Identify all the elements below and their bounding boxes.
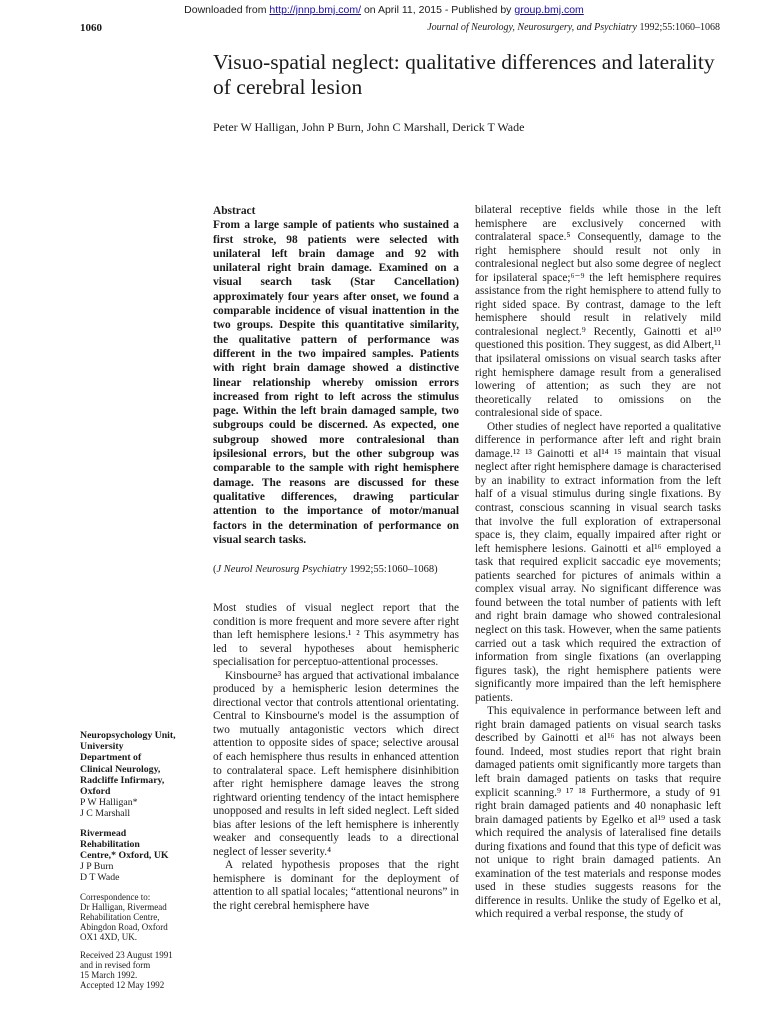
affiliation-line: Rivermead — [80, 827, 127, 839]
article-title: Visuo-spatial neglect: qualitative differences and laterality of cerebral lesion — [213, 50, 715, 99]
body-paragraph: Other studies of neglect have reported a qualitative difference in performance after left and right brain damage.¹² ¹³ Gainotti et al¹⁴ ¹⁵ maintain that visual neglect after right hemisphere damage is characterised by an inability to extract information from the left half of a visual stimulus during single fixations. By contrast, conscious scanning in visual search tasks that involve the full exploration of extrapersonal space is, they claim, equally impaired after right or left hemisphere lesions. Gainotti et al¹⁶ employed a task that required explicit saccadic eye movements; patients searched for pictures of animals within a complex visual array. No significant difference was found between the total number of patients with left and right brain damage who showed contralesional neglect on this task. However, when the same patients carried out a task which required the extraction of information from single fixations (an overlapping figures task), the right hemisphere patients were significantly more impaired than the left hemisphere patients. — [475, 420, 721, 704]
body-paragraph: A related hypothesis proposes that the right hemisphere is dominant for the deployment of attention to all spatial locales; “attentional neurons” in the right cerebral hemisphere have — [213, 859, 459, 913]
running-head-journal: Journal of Neurology, Neurosurgery, and Psychiatry — [427, 22, 637, 33]
date-line: Accepted 12 May 1992 — [80, 979, 165, 990]
correspondence-line: Abingdon Road, Oxford — [80, 921, 168, 932]
citation-open: ( — [213, 564, 217, 575]
abstract-heading: Abstract — [213, 205, 256, 217]
author-name: J P Burn — [80, 861, 114, 873]
author-name: P W Halligan* — [80, 797, 138, 809]
body-paragraph: This equivalence in performance between left and right brain damaged patients on visual search tasks described by Gainotti et al¹⁶ has not always been found. Indeed, most studies report that right brain damaged patients omit significantly more targets than left brain damaged patients on tasks that require explicit scanning.⁹ ¹⁷ ¹⁸ Furthermore, a study of 91 right brain damaged patients and 40 nonaphasic left brain damaged patients by Egelko et al¹⁹ used a task which required the analysis of lateralised fine details during fixations and found that this type of deficit was not unique to right brain damaged patients. An examination of the test materials and response modes used in these studies suggests reasons for the difference in results. Unlike the study of Egelko et al, which required a verbal response, the study of — [475, 705, 721, 921]
affiliation-line: University — [80, 741, 124, 753]
running-head — [427, 22, 720, 33]
download-middle: on April 11, 2015 - Published by — [363, 4, 512, 16]
download-prefix: Downloaded from — [184, 4, 267, 16]
journal-url-link[interactable]: http://jnnp.bmj.com/ — [269, 4, 362, 16]
affiliation-line: Oxford — [80, 786, 111, 798]
page-number: 1060 — [80, 22, 102, 34]
body-paragraph: Most studies of visual neglect report that the condition is more frequent and more severe after right than left hemisphere lesions.¹ ² This asymmetry has led to several hypotheses about hemispheric specialisation for perceptuo-attentional processes. — [213, 602, 459, 669]
abstract-text: From a large sample of patients who sustained a first stroke, 98 patients were selected with unilateral left brain damage and 92 with unilateral right brain damage. Examined on a visual search task (Star Cancellation) approximately four years after onset, we found a comparable incidence of visual inattention in the two groups. Despite this quantitative similarity, the qualitative pattern of performance was different in the two impaired samples. Patients with right brain damage showed a distinctive linear relationship whereby omission errors increased from right to left across the stimulus page. Within the left brain damaged sample, two subgroups could be discerned. As expected, one subgroup showed more contralesional than ipsilesional errors, but the other subgroup was comparable to the sample with right hemisphere damage. The reasons are discussed for these qualitative differences, drawing particular attention to the importance of motor/manual factors in the determination of performance on visual search tasks. — [213, 219, 459, 546]
correspondence-line: Correspondence to: — [80, 891, 151, 902]
correspondence-line: OX1 4XD, UK. — [80, 931, 137, 942]
correspondence-address — [80, 892, 198, 942]
date-line: Received 23 August 1991 — [80, 949, 173, 960]
affiliation-line: Radcliffe Infirmary, — [80, 774, 165, 786]
affiliation-line: Clinical Neurology, — [80, 763, 161, 775]
publisher-link[interactable]: group.bmj.com — [514, 4, 584, 16]
body-paragraph: Kinsbourne³ has argued that activational imbalance produced by a hemispheric lesion determines the directional vector that controls attentional orientating. Central to Kinsbourne's model is the assumption of two mutually antagonistic vectors which direct attention to opposite sides of space; selective arousal of each hemisphere thus results in enhanced attention to contralateral space. Left hemisphere disinhibition after right hemisphere damage leaves the strong rightward orienting tendency of the intact hemisphere unopposed and results in left sided neglect. Left sided bias after lesions of the left hemisphere is inherently weaker and consequently leads to a directional neglect of lesser severity.⁴ — [213, 669, 459, 858]
affiliation-centre — [80, 828, 198, 862]
author-list: Peter W Halligan, John P Burn, John C Marshall, Derick T Wade — [213, 120, 525, 134]
author-name: J C Marshall — [80, 808, 131, 820]
date-line: 15 March 1992. — [80, 969, 138, 980]
affiliation-people — [80, 797, 198, 819]
received-dates — [80, 950, 198, 990]
affiliation-line: Centre,* Oxford, UK — [80, 850, 169, 862]
date-line: and in revised form — [80, 959, 151, 970]
correspondence-line: Dr Halligan, Rivermead — [80, 901, 167, 912]
affiliation-line: Rehabilitation — [80, 838, 140, 850]
download-notice — [0, 4, 768, 16]
abstract — [213, 204, 459, 547]
citation-ref: 1992;55:1060–1068) — [346, 564, 438, 575]
correspondence-line: Rehabilitation Centre, — [80, 911, 160, 922]
author-name: D T Wade — [80, 872, 120, 884]
right-column-body — [475, 204, 721, 922]
affiliation-unit — [80, 730, 198, 797]
affiliation-sidebar — [80, 730, 198, 990]
citation-line — [213, 564, 459, 575]
body-paragraph: bilateral receptive fields while those in the left hemisphere are exclusively concerned with contralateral space.⁵ Consequently, damage to the right hemisphere should result not only in contralesional neglect but also some degree of neglect for ipsilateral space;⁶⁻⁹ the left hemisphere requires assistance from the right hemisphere to attend fully to right sided space. By contrast, damage to the left hemisphere should result in relatively mild contralesional neglect.⁹ Recently, Gainotti et al¹⁰ questioned this position. They suggest, as did Albert,¹¹ that ipsilateral omissions on visual search tasks after right hemisphere damage result from a generalised lowering of attention; as such they are not theoretically related to omissions on the contralesional side of space. — [475, 204, 721, 420]
affiliation-line: Neuropsychology Unit, — [80, 730, 176, 741]
affiliation-line: Department of — [80, 752, 142, 764]
running-head-volume: 1992;55:1060–1068 — [639, 22, 720, 33]
affiliation-people — [80, 861, 198, 883]
citation-journal: J Neurol Neurosurg Psychiatry — [216, 564, 347, 575]
left-column-body — [213, 602, 459, 914]
